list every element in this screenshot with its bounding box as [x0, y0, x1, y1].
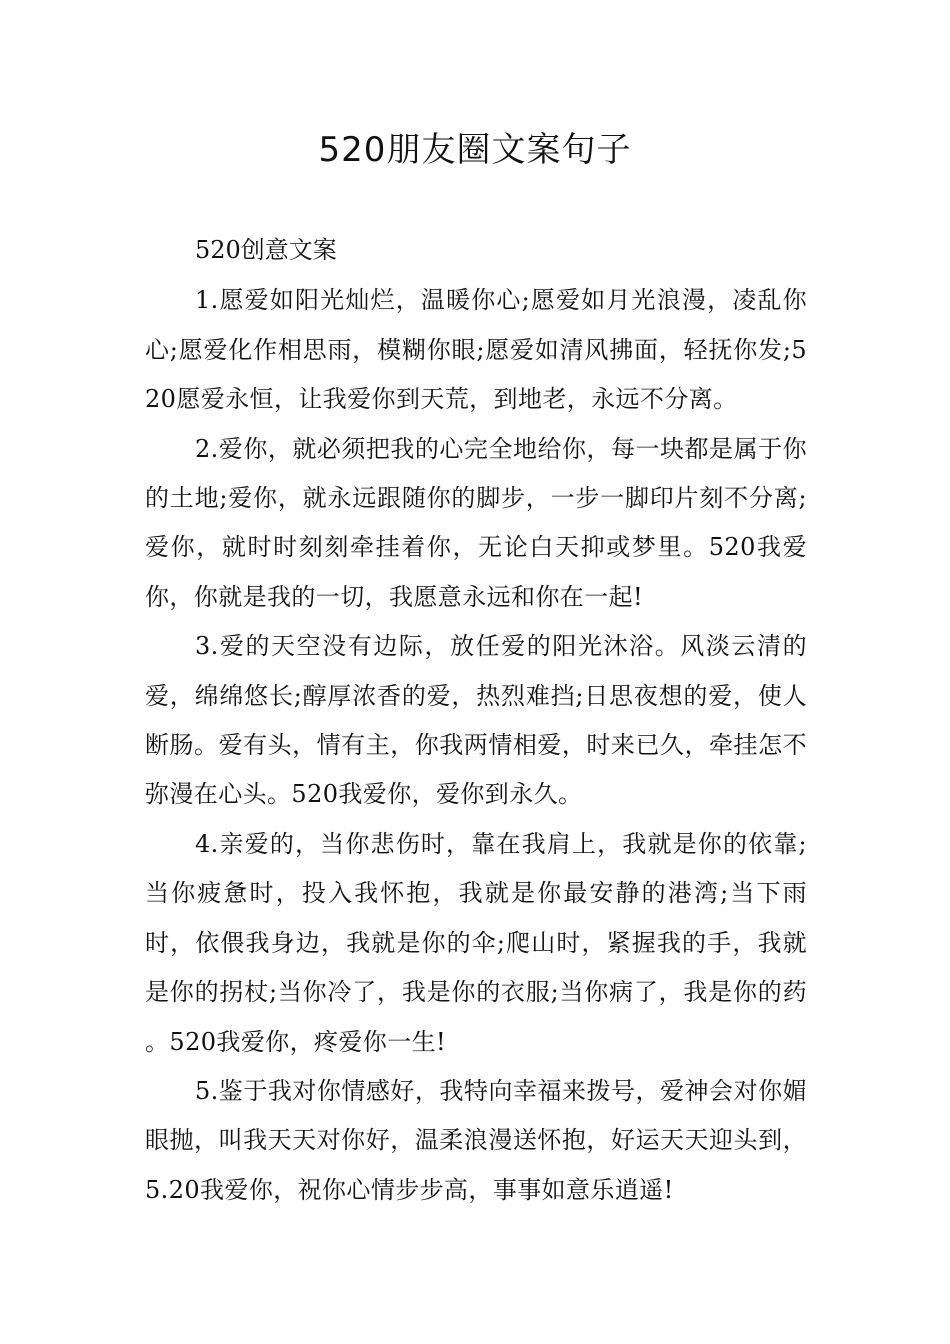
paragraph-5: 5.鉴于我对你情感好，我特向幸福来拨号，爱神会对你媚眼抛，叫我天天对你好，温柔浪漫送怀抱，好运天天迎头到，5.20我爱你，祝你心情步步高，事事如意乐逍遥! [145, 1076, 807, 1204]
document-body [145, 226, 807, 1215]
document-title: 520朋友圈文案句子 [318, 130, 632, 170]
section-heading: 520创意文案 [195, 236, 337, 264]
paragraph-1: 1.愿爱如阳光灿烂，温暖你心;愿爱如月光浪漫，凌乱你心;愿爱化作相思雨，模糊你眼;愿爱如清风拂面，轻抚你发;520愿爱永恒，让我爱你到天荒，到地老，永远不分离。 [145, 286, 807, 414]
paragraph-4: 4.亲爱的，当你悲伤时，靠在我肩上，我就是你的依靠;当你疲惫时，投入我怀抱，我就是你最安静的港湾;当下雨时，依偎我身边，我就是你的伞;爬山时，紧握我的手，我就是你的拐杖;当你冷了，我是你的衣服;当你病了，我是你的药 。520我爱你，疼爱你一生! [145, 829, 807, 1056]
paragraph-3: 3.爱的天空没有边际，放任爱的阳光沐浴。风淡云清的爱，绵绵悠长;醇厚浓香的爱，热烈难挡;日思夜想的爱，使人断肠。爱有头，情有主，你我两情相爱，时来已久，牵挂怎不弥漫在心头。520我爱你，爱你到永久。 [145, 632, 807, 809]
paragraph-2: 2.爱你，就必须把我的心完全地给你，每一块都是属于你的土地;爱你，就永远跟随你的脚步，一步一脚印片刻不分离;爱你，就时时刻刻牵挂着你，无论白天抑或梦里。520我爱你，你就是我的一切，我愿意永远和你在一起! [145, 434, 807, 611]
